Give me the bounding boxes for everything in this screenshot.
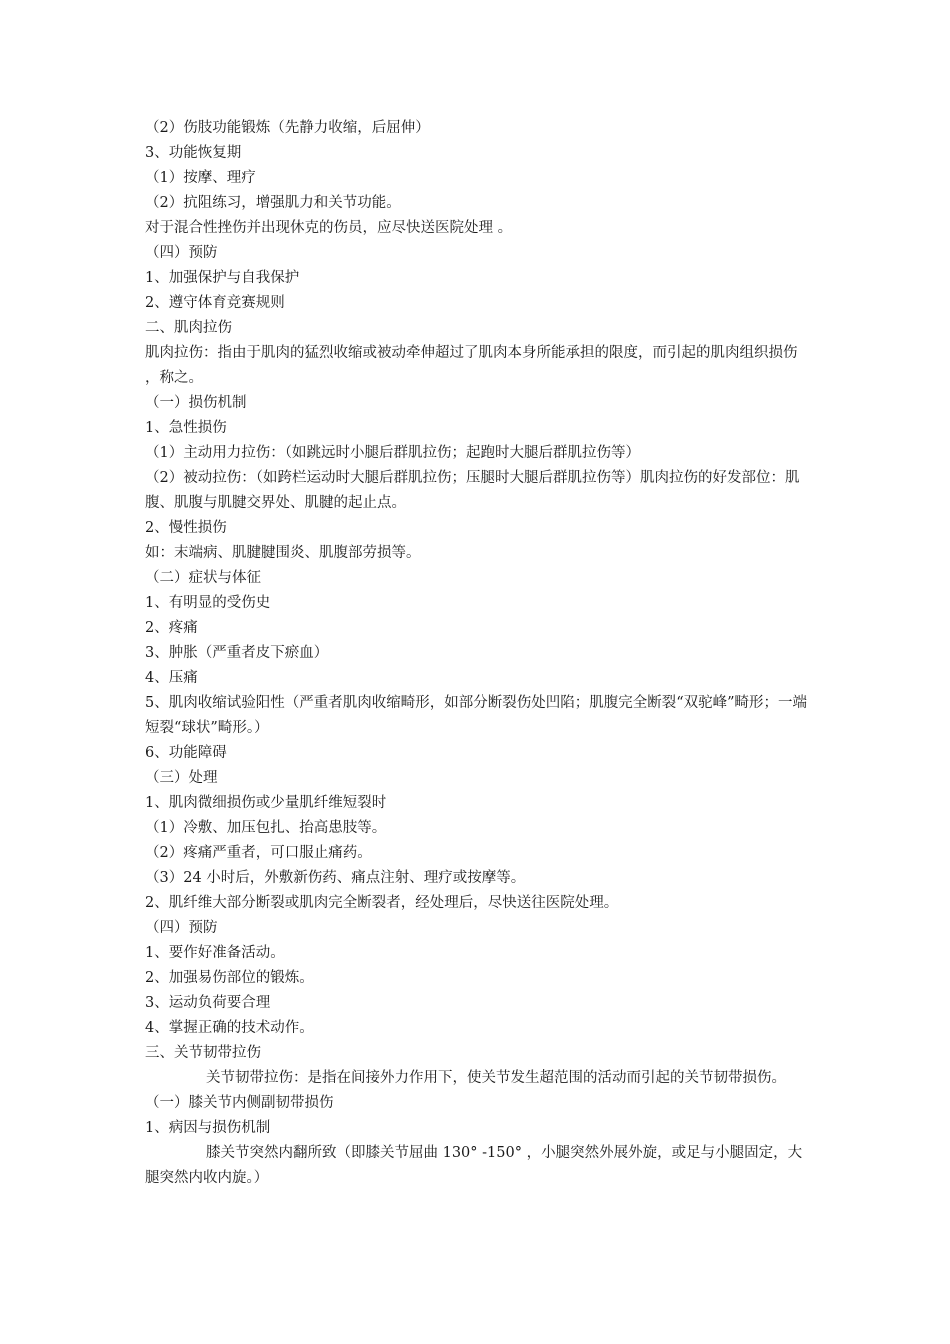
document-body xyxy=(145,116,810,1191)
text-line: 1、急性损伤 xyxy=(145,420,227,436)
text-line: （2）疼痛严重者，可口服止痛药。 xyxy=(145,845,372,861)
text-line: （1）冷敷、加压包扎、抬高患肢等。 xyxy=(145,820,387,836)
text-line: 2、疼痛 xyxy=(145,620,198,636)
text-line: 2、加强易伤部位的锻炼。 xyxy=(145,970,314,986)
text-line: （四）预防 xyxy=(145,245,218,261)
text-line: 3、功能恢复期 xyxy=(145,145,242,161)
text-paragraph: 5、肌肉收缩试验阳性（严重者肌肉收缩畸形，如部分断裂伤处凹陷；肌腹完全断裂“双驼峰”畸形；一端短裂“球状”畸形。） xyxy=(145,695,808,736)
text-line: （2）伤肢功能锻炼（先静力收缩，后屈伸） xyxy=(145,120,430,136)
text-line: 4、压痛 xyxy=(145,670,198,686)
text-line: 对于混合性挫伤并出现休克的伤员，应尽快送医院处理 。 xyxy=(145,220,513,236)
text-paragraph: 膝关节突然内翻所致（即膝关节屈曲 130° -150° ，小腿突然外展外旋，或足与小腿固定，大腿突然内收内旋。） xyxy=(145,1145,803,1186)
text-paragraph: （2）被动拉伤：（如跨栏运动时大腿后群肌拉伤；压腿时大腿后群肌拉伤等）肌肉拉伤的好发部位：肌腹、肌腹与肌腱交界处、肌腱的起止点。 xyxy=(145,470,800,511)
text-line: 6、功能障碍 xyxy=(145,745,227,761)
text-line: 3、肿胀（严重者皮下瘀血） xyxy=(145,645,329,661)
text-line: 2、慢性损伤 xyxy=(145,520,227,536)
text-line: （1）主动用力拉伤：（如跳远时小腿后群肌拉伤；起跑时大腿后群肌拉伤等） xyxy=(145,445,640,461)
text-line: 1、肌肉微细损伤或少量肌纤维短裂时 xyxy=(145,795,387,811)
text-line: （2）抗阻练习，增强肌力和关节功能。 xyxy=(145,195,401,211)
text-line: 3、运动负荷要合理 xyxy=(145,995,271,1011)
text-line: 4、掌握正确的技术动作。 xyxy=(145,1020,314,1036)
text-line: 2、遵守体育竞赛规则 xyxy=(145,295,285,311)
text-line: 1、要作好准备活动。 xyxy=(145,945,285,961)
text-line: 2、肌纤维大部分断裂或肌肉完全断裂者，经处理后，尽快送往医院处理。 xyxy=(145,895,619,911)
section-heading: 二、肌肉拉伤 xyxy=(145,320,232,336)
text-line: （3）24 小时后，外敷新伤药、痛点注射、理疗或按摩等。 xyxy=(145,870,526,886)
text-line: 1、病因与损伤机制 xyxy=(145,1120,271,1136)
section-heading: 三、关节韧带拉伤 xyxy=(145,1045,261,1061)
text-line: （二）症状与体征 xyxy=(145,570,261,586)
text-line: （1）按摩、理疗 xyxy=(145,170,256,186)
text-line: 1、加强保护与自我保护 xyxy=(145,270,300,286)
text-line: （一）损伤机制 xyxy=(145,395,247,411)
text-line: 1、有明显的受伤史 xyxy=(145,595,271,611)
text-paragraph: 关节韧带拉伤：是指在间接外力作用下，使关节发生超范围的活动而引起的关节韧带损伤。 xyxy=(206,1070,786,1086)
text-line: （四）预防 xyxy=(145,920,218,936)
text-line: 如：末端病、肌腱腱围炎、肌腹部劳损等。 xyxy=(145,545,421,561)
text-line: （一）膝关节内侧副韧带损伤 xyxy=(145,1095,334,1111)
text-line: （三）处理 xyxy=(145,770,218,786)
text-paragraph: 肌肉拉伤：指由于肌肉的猛烈收缩或被动牵伸超过了肌肉本身所能承担的限度，而引起的肌肉组织损伤，称之。 xyxy=(145,345,798,386)
